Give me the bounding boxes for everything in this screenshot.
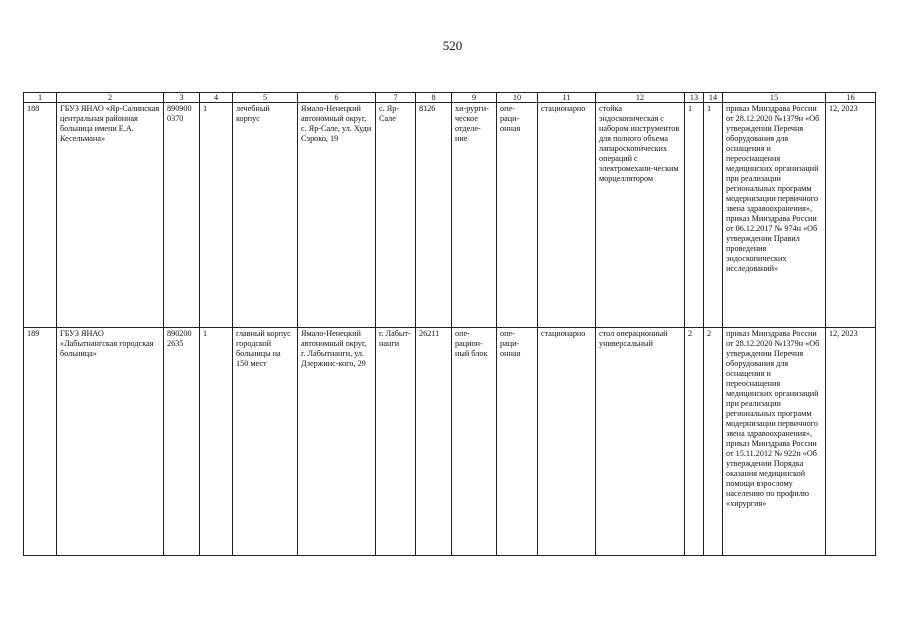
column-header: 10	[497, 93, 538, 103]
row-number: 188	[24, 103, 57, 328]
room: опе-раци-онная	[497, 328, 538, 556]
organization-name: ГБУЗ ЯНАО «Лабытнангская городская больница»	[57, 328, 164, 556]
equipment-name: стойка эндоскопическая с набором инструментов для полного объема лапароскопических операций с электромехани-ческим морцеллятором	[596, 103, 685, 328]
department: хи-рурги-ческое отделе-ние	[452, 103, 497, 328]
equipment-table	[23, 92, 876, 556]
column-header: 3	[164, 93, 200, 103]
settlement-code: 26211	[416, 328, 452, 556]
column-header: 8	[416, 93, 452, 103]
column-header: 6	[298, 93, 376, 103]
quantity-a: 2	[685, 328, 704, 556]
address: Ямало-Ненецкий автономный округ, с. Яр-Сале, ул. Худи Сэроко, 19	[298, 103, 376, 328]
column-header: 5	[233, 93, 298, 103]
column-header: 4	[200, 93, 233, 103]
inn-code: 890200 2635	[164, 328, 200, 556]
table-header-row	[24, 93, 876, 103]
regulation: приказ Минздрава России от 28.12.2020 №1379н «Об утверждении Перечня оборудования для оснащения и переоснащения медицинских организаций при реализации региональных программ модернизации первичного звена здравоохранения», приказ Минздрава России от 15.11.2012 № 922н «Об утверждении Порядка оказания медицинской помощи взрослому населению по профилю «хирургия»	[723, 328, 826, 556]
building-name: главный корпус городской больницы на 150 мест	[233, 328, 298, 556]
settlement: г. Лабыт-нанги	[376, 328, 416, 556]
table-row	[24, 328, 876, 556]
settlement-code: 8126	[416, 103, 452, 328]
column-header: 14	[704, 93, 723, 103]
column-header: 9	[452, 93, 497, 103]
care-type: стационарно	[538, 328, 596, 556]
settlement: с. Яр-Сале	[376, 103, 416, 328]
column-header: 11	[538, 93, 596, 103]
quantity-b: 1	[704, 103, 723, 328]
deadline: 12, 2023	[826, 328, 876, 556]
quantity-b: 2	[704, 328, 723, 556]
column-header: 12	[596, 93, 685, 103]
row-number: 189	[24, 328, 57, 556]
department: опе-рацион-ный блок	[452, 328, 497, 556]
column-header: 7	[376, 93, 416, 103]
equipment-name: стол операционный универсальный	[596, 328, 685, 556]
table-row	[24, 103, 876, 328]
building-name: лечебный корпус	[233, 103, 298, 328]
building-count: 1	[200, 103, 233, 328]
care-type: стационарно	[538, 103, 596, 328]
room: опе-раци-онная	[497, 103, 538, 328]
deadline: 12, 2023	[826, 103, 876, 328]
column-header: 15	[723, 93, 826, 103]
column-header: 2	[57, 93, 164, 103]
regulation: приказ Минздрава России от 28.12.2020 №1379н «Об утверждении Перечня оборудования для оснащения и переоснащения медицинских организаций при реализации региональных программ модернизации первичного звена здравоохранения», приказ Минздрава России от 06.12.2017 № 974н «Об утверждении Правил проведения эндоскопических исследований»	[723, 103, 826, 328]
building-count: 1	[200, 328, 233, 556]
quantity-a: 1	[685, 103, 704, 328]
organization-name: ГБУЗ ЯНАО «Яр-Салинская центральная районная больница имени Е.А. Кесельмана»	[57, 103, 164, 328]
column-header: 16	[826, 93, 876, 103]
column-header: 1	[24, 93, 57, 103]
inn-code: 890900 0370	[164, 103, 200, 328]
column-header: 13	[685, 93, 704, 103]
page-number: 520	[442, 38, 463, 53]
address: Ямало-Ненецкий автономный округ, г. Лабытнанги, ул. Дзержинс-кого, 29	[298, 328, 376, 556]
